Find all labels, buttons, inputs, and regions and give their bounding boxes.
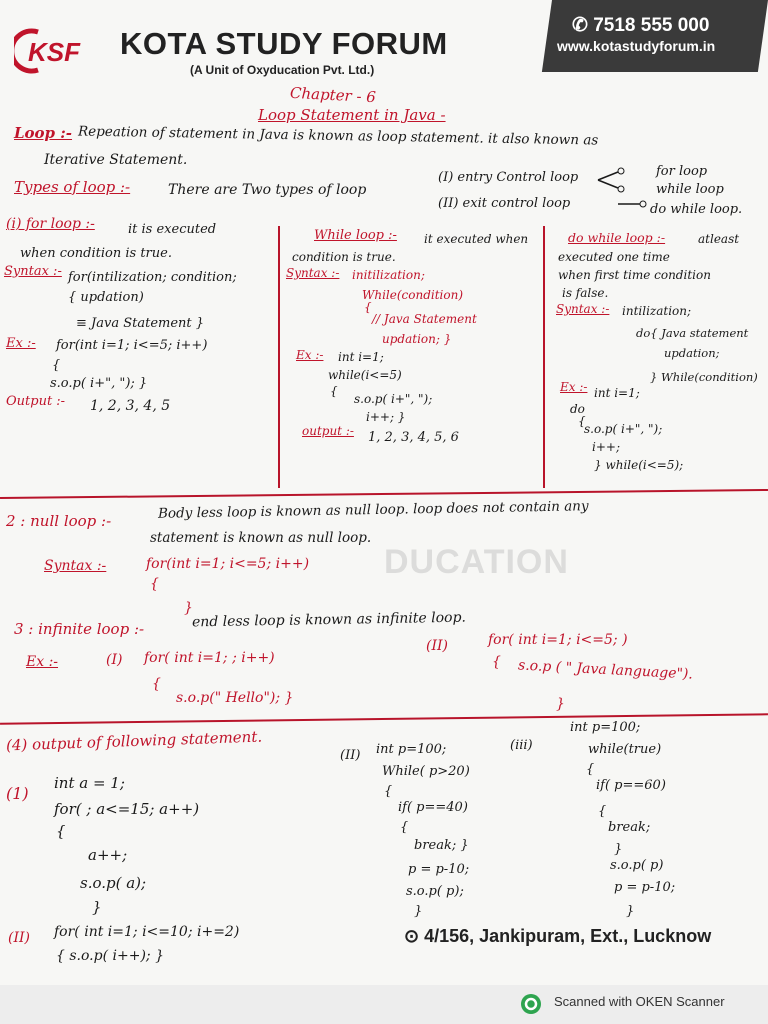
null-loop-label: 2 : null loop :-	[6, 512, 112, 530]
program-3-line-10: }	[626, 904, 635, 919]
for-example-2: {	[52, 358, 61, 373]
while-loop-def-1: it executed when	[424, 232, 529, 246]
do-while-def-2: executed one time	[558, 250, 670, 264]
loop-label: Loop :-	[14, 124, 73, 142]
program-4-line-2: { s.o.p( i++); }	[56, 948, 164, 964]
while-output-value: 1, 2, 3, 4, 5, 6	[368, 430, 459, 445]
while-loop-def-2: condition is true.	[292, 250, 396, 264]
entry-control-loop: (I) entry Control loop	[438, 170, 579, 185]
topic-title: Loop Statement in Java -	[258, 106, 446, 124]
program-1-number: (1)	[6, 784, 29, 803]
program-2-line-8: s.o.p( p);	[406, 884, 464, 899]
infinite-example-2-line-1: for( int i=1; i<=5; )	[488, 632, 628, 648]
while-example-3: {	[330, 384, 338, 398]
infinite-example-2-line-4: }	[556, 696, 565, 712]
infinite-example-2-line-3: s.o.p ( " Java language").	[517, 657, 694, 683]
infinite-example-2-line-2: {	[492, 654, 501, 670]
program-3-line-3: {	[586, 762, 595, 777]
program-3-line-5: {	[598, 804, 607, 819]
phone-number: ✆ 7518 555 000	[572, 15, 710, 36]
loop-definition-1: Repeation of statement in Java is known as loop statement. it also known as	[77, 123, 599, 149]
chapter-title: Chapter - 6	[289, 83, 377, 107]
while-syntax-1: initilization;	[352, 268, 425, 282]
for-loop-title: (i) for loop :-	[6, 216, 95, 232]
while-example-label: Ex :-	[296, 348, 324, 362]
scanner-logo-icon	[520, 993, 542, 1015]
program-2-line-6: break; }	[414, 838, 469, 853]
do-while-example-2: do	[570, 402, 585, 416]
for-syntax-2: { updation)	[68, 290, 144, 305]
null-syntax-3: }	[184, 600, 193, 616]
do-while-example-5: i++;	[592, 440, 620, 454]
do-while-syntax-3: updation;	[664, 346, 720, 360]
program-3-line-6: break;	[608, 820, 651, 835]
infinite-loop-label: 3 : infinite loop :-	[14, 620, 145, 638]
do-while-def-3: when first time condition	[558, 268, 711, 282]
address: ⊙ 4/156, Jankipuram, Ext., Lucknow	[404, 926, 712, 946]
program-1-line-3: {	[56, 822, 66, 840]
program-1-line-1: int a = 1;	[54, 774, 125, 792]
output-section-label: (4) output of following statement.	[5, 727, 263, 755]
while-example-5: i++; }	[366, 410, 406, 424]
while-example-1: int i=1;	[338, 350, 384, 364]
do-while-example-6: } while(i<=5);	[594, 458, 684, 472]
do-while-def-1: atleast	[698, 232, 740, 246]
do-while-example-3: {	[578, 414, 586, 428]
do-while-syntax-2: do{ Java statement	[636, 326, 749, 340]
while-example-4: s.o.p( i+", ");	[354, 392, 433, 406]
for-example-3: s.o.p( i+", "); }	[50, 376, 148, 391]
infinite-example-1-line-2: {	[152, 676, 161, 692]
program-2-line-5: {	[400, 820, 409, 835]
section-divider-2	[0, 713, 768, 724]
program-1-line-6: }	[92, 898, 102, 916]
while-loop-type: while loop	[656, 182, 724, 197]
website-url: www.kotastudyforum.in	[557, 38, 716, 54]
program-2-line-1: int p=100;	[376, 742, 447, 757]
branch-arrows	[596, 160, 656, 220]
do-while-syntax-1: intilization;	[622, 304, 692, 318]
do-while-example-4: s.o.p( i+", ");	[584, 422, 663, 436]
for-syntax-label: Syntax :-	[4, 264, 62, 279]
program-3-number: (iii)	[510, 738, 533, 753]
location-pin-icon: ⊙	[404, 926, 425, 946]
infinite-example-1-number: (I)	[106, 652, 123, 668]
infinite-example-2-number: (II)	[426, 638, 448, 654]
null-loop-def-1: Body less loop is known as null loop. loop does not contain any	[157, 498, 589, 522]
program-3-line-4: if( p==60)	[596, 778, 666, 793]
for-syntax-3: ≡ Java Statement }	[76, 316, 205, 331]
program-2-line-7: p = p-10;	[408, 862, 470, 877]
infinite-example-1-line-3: s.o.p(" Hello"); }	[176, 690, 294, 706]
program-2-line-2: While( p>20)	[382, 764, 470, 779]
program-3-line-2: while(true)	[588, 742, 662, 757]
while-example-2: while(i<=5)	[328, 368, 402, 382]
while-syntax-label: Syntax :-	[286, 266, 340, 280]
types-label: Types of loop :-	[14, 178, 131, 196]
while-output-label: output :-	[302, 424, 354, 438]
for-loop-def-2: when condition is true.	[20, 246, 172, 261]
program-2-line-3: {	[384, 784, 393, 799]
for-loop-type: for loop	[656, 164, 708, 179]
null-syntax-label: Syntax :-	[44, 558, 107, 574]
program-1-line-4: a++;	[88, 846, 128, 864]
for-syntax-1: for(intilization; condition;	[68, 270, 237, 285]
divider-col-2	[543, 226, 545, 488]
while-syntax-4: // Java Statement	[372, 312, 477, 326]
do-while-def-4: is false.	[562, 286, 609, 300]
phone-icon: ✆	[572, 15, 594, 36]
section-divider	[0, 489, 768, 499]
infinite-loop-def: end less loop is known as infinite loop.	[191, 609, 467, 631]
while-syntax-3: {	[364, 300, 372, 314]
divider-col-1	[278, 226, 280, 488]
scanner-label: Scanned with OKEN Scanner	[554, 994, 725, 1009]
do-while-title: do while loop :-	[568, 230, 666, 245]
do-while-syntax-4: } While(condition)	[650, 370, 758, 384]
while-loop-title: While loop :-	[314, 228, 397, 243]
for-example-label: Ex :-	[6, 336, 36, 351]
for-output-label: Output :-	[6, 394, 66, 409]
for-output-value: 1, 2, 3, 4, 5	[90, 398, 171, 414]
ksf-logo	[14, 28, 112, 74]
do-while-example-label: Ex :-	[560, 380, 588, 394]
program-2-number: (II)	[340, 748, 361, 763]
do-while-example-1: int i=1;	[594, 386, 640, 400]
brand-name: KOTA STUDY FORUM	[120, 26, 448, 61]
svg-text:KSF: KSF	[28, 37, 80, 67]
null-syntax-1: for(int i=1; i<=5; i++)	[146, 556, 310, 572]
program-2-line-9: }	[414, 904, 423, 919]
do-while-syntax-label: Syntax :-	[556, 302, 610, 316]
for-example-1: for(int i=1; i<=5; i++)	[56, 338, 208, 353]
program-4-number: (II)	[8, 930, 30, 946]
program-3-line-1: int p=100;	[570, 720, 641, 735]
program-3-line-9: p = p-10;	[614, 880, 676, 895]
watermark: DUCATION	[384, 543, 569, 581]
infinite-example-1-line-1: for( int i=1; ; i++)	[144, 650, 275, 666]
for-loop-def-1: it is executed	[128, 222, 217, 237]
types-text: There are Two types of loop	[168, 182, 367, 198]
program-3-line-7: }	[614, 842, 623, 857]
null-loop-def-2: statement is known as null loop.	[150, 530, 372, 546]
null-syntax-2: {	[150, 576, 159, 592]
program-3-line-8: s.o.p( p)	[610, 858, 664, 873]
loop-definition-2: Iterative Statement.	[44, 152, 188, 168]
program-2-line-4: if( p==40)	[398, 800, 468, 815]
infinite-example-label: Ex :-	[26, 654, 59, 670]
while-syntax-2: While(condition)	[362, 288, 464, 302]
program-4-line-1: for( int i=1; i<=10; i+=2)	[54, 924, 240, 940]
program-1-line-5: s.o.p( a);	[80, 874, 147, 892]
brand-subtitle: (A Unit of Oxyducation Pvt. Ltd.)	[190, 63, 375, 77]
do-while-loop-type: do while loop.	[650, 202, 743, 217]
program-1-line-2: for( ; a<=15; a++)	[54, 800, 200, 818]
exit-control-loop: (II) exit control loop	[438, 196, 571, 211]
while-syntax-5: updation; }	[382, 332, 452, 346]
